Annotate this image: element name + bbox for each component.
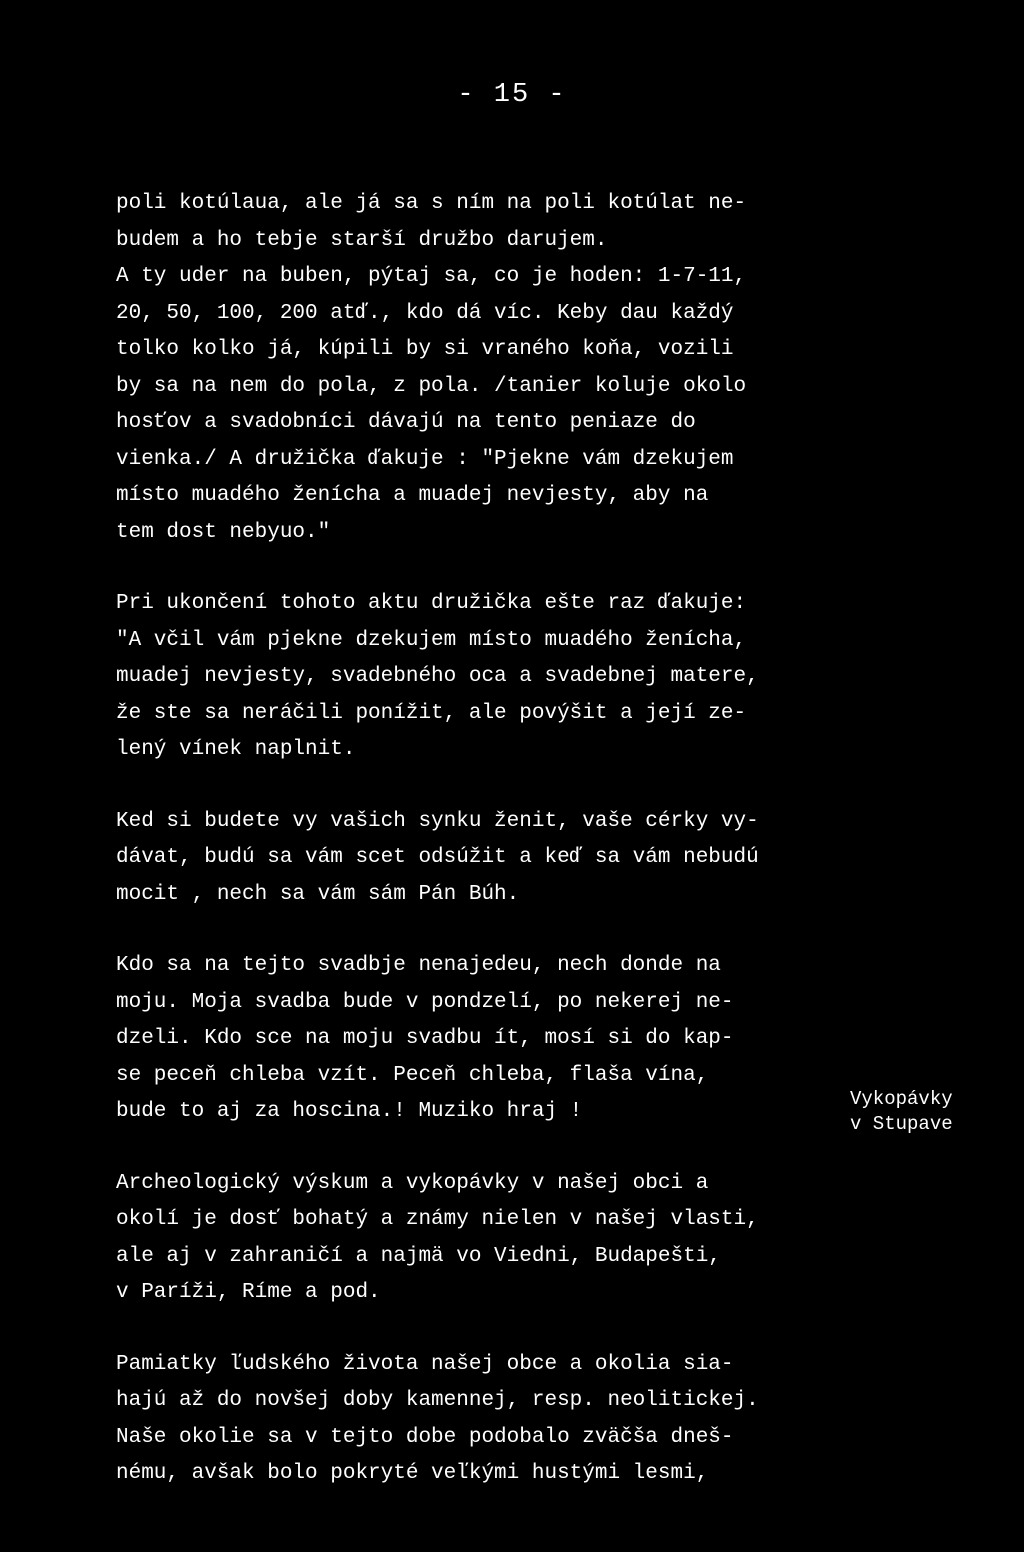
paragraph-2 — [116, 586, 836, 769]
text-line: "A včil vám pjekne dzekujem místo muadého ženícha, — [116, 628, 747, 652]
text-line: Naše okolie sa v tejto dobe podobalo zväčša dneš- — [116, 1425, 734, 1449]
text-line: lený vínek naplnit. — [116, 738, 356, 761]
paragraph-5 — [116, 1166, 836, 1312]
text-line: Pamiatky ľudského života našej obce a okolia sia- — [116, 1352, 734, 1376]
text-line: ale aj v zahraničí a najmä vo Viedni, Budapešti, — [116, 1244, 721, 1268]
text-line: poli kotúlaua, ale já sa s ním na poli kotúlat ne- — [116, 192, 747, 215]
text-line: mocit , nech sa vám sám Pán Búh. — [116, 882, 520, 906]
margin-note-line: Vykopávky — [850, 1088, 953, 1110]
text-line: se peceň chleba vzít. Peceň chleba, flaša vína, — [116, 1063, 709, 1087]
text-line: okolí je dosť bohatý a známy nielen v našej vlasti, — [116, 1208, 759, 1231]
text-line: dzeli. Kdo sce na moju svadbu ít, mosí si do kap- — [116, 1027, 734, 1050]
text-line: tolko kolko já, kúpili by si vraného koňa, vozili — [116, 338, 734, 361]
text-line: bude to aj za hoscina.! Muziko hraj ! — [116, 1100, 583, 1123]
text-line: místo muadého ženícha a muadej nevjesty, aby na — [116, 484, 709, 507]
paragraph-1 — [116, 186, 836, 551]
text-line: muadej nevjesty, svadebného oca a svadebnej matere, — [116, 665, 759, 688]
text-line: Ked si budete vy vašich synku ženit, vaše cérky vy- — [116, 809, 759, 833]
text-line: A ty uder na buben, pýtaj sa, co je hoden: 1-7-11, — [116, 265, 747, 288]
text-line: Archeologický výskum a vykopávky v našej obci a — [116, 1171, 709, 1195]
text-line: 20, 50, 100, 200 atď., kdo dá víc. Keby dau každý — [116, 301, 734, 325]
main-text — [116, 186, 836, 1528]
text-line: v Paríži, Ríme a pod. — [116, 1281, 381, 1304]
text-line: nému, avšak bolo pokryté veľkými hustými lesmi, — [116, 1462, 709, 1485]
text-line: že ste sa neráčili ponížit, ale povýšit a její ze- — [116, 701, 747, 725]
text-line: dávat, budú sa vám scet odsúžit a keď sa vám nebudú — [116, 846, 759, 869]
page-number: - 15 - — [457, 80, 567, 110]
text-line: Kdo sa na tejto svadbje nenajedeu, nech donde na — [116, 954, 721, 977]
text-line: vienka./ A družička ďakuje : "Pjekne vám dzekujem — [116, 447, 734, 471]
margin-note — [850, 1087, 1020, 1137]
text-line: budem a ho tebje starší družbo darujem. — [116, 228, 608, 252]
paragraph-6 — [116, 1347, 836, 1493]
text-line: moju. Moja svadba bude v pondzelí, po nekerej ne- — [116, 990, 734, 1014]
text-line: hajú až do novšej doby kamennej, resp. neolitickej. — [116, 1389, 759, 1412]
text-line: Pri ukončení tohoto aktu družička ešte raz ďakuje: — [116, 592, 747, 615]
margin-note-line: v Stupave — [850, 1113, 953, 1135]
text-line: hosťov a svadobníci dávajú na tento peniaze do — [116, 411, 696, 434]
paragraph-4 — [116, 948, 836, 1131]
text-line: by sa na nem do pola, z pola. /tanier koluje okolo — [116, 374, 747, 398]
paragraph-3 — [116, 804, 836, 914]
text-line: tem dost nebyuo." — [116, 520, 331, 544]
